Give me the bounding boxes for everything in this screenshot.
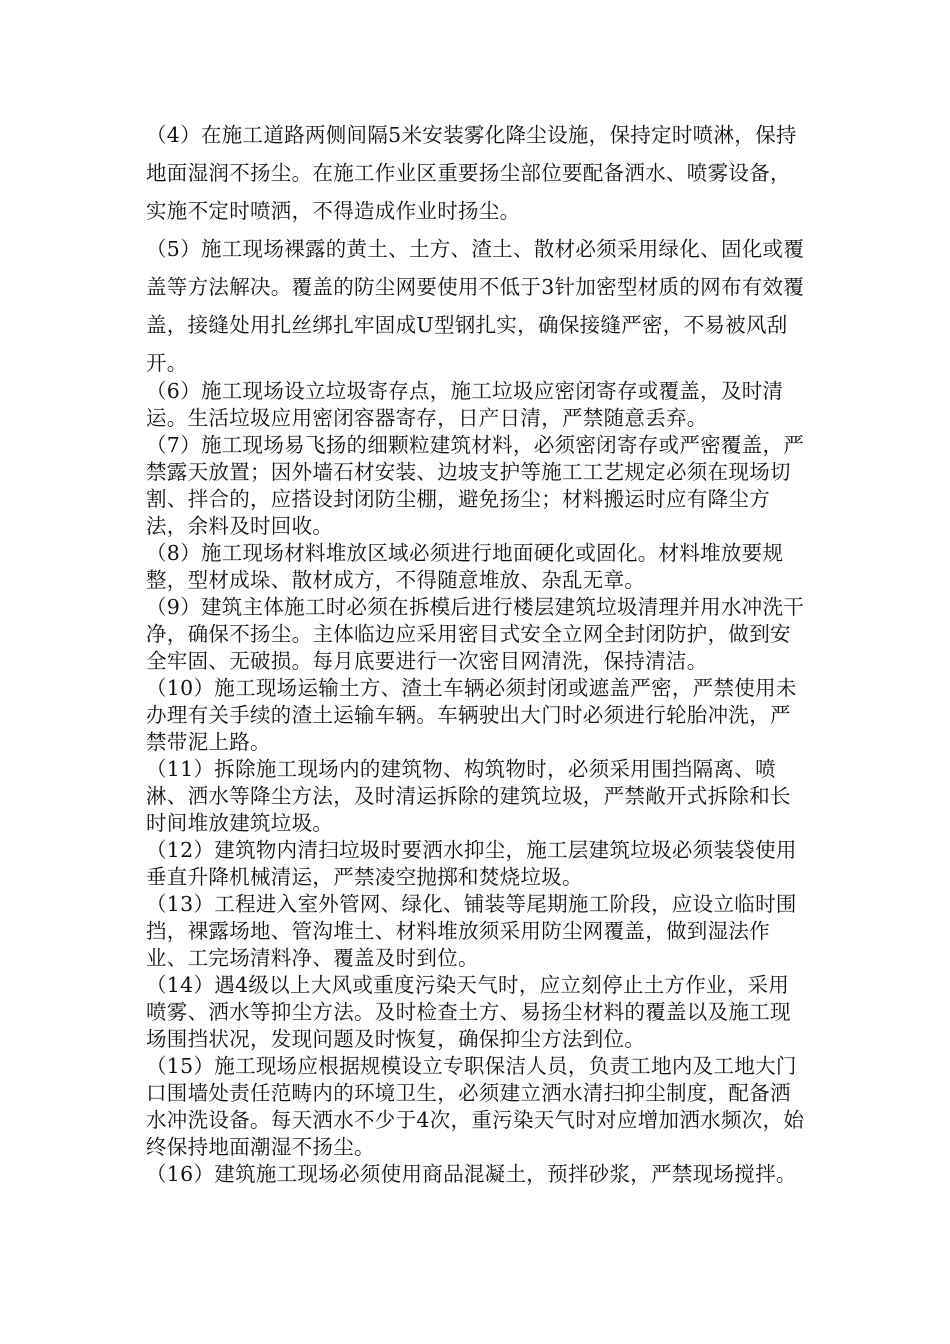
paragraph-15: （15）施工现场应根据规模设立专职保洁人员，负责工地内及工地大门口围墙处责任范畴内的环境卫生，必须建立洒水清扫抑尘制度，配备洒水冲洗设备。每天洒水不少于4次，重污染天气时对应增加洒水频次，始终保持地面潮湿不扬尘。 (146, 1054, 805, 1159)
paragraph-12: （12）建筑物内清扫垃圾时要洒水抑尘，施工层建筑垃圾必须装袋使用垂直升降机械清运，严禁凌空抛掷和焚烧垃圾。 (146, 838, 797, 889)
paragraph-5: （5）施工现场裸露的黄土、土方、渣土、散材必须采用绿化、固化或覆盖等方法解决。覆盖的防尘网要使用不低于3针加密型材质的网布有效覆盖，接缝处用扎丝绑扎牢固成U型钢扎实，确保接缝严密，不易被风刮开。 (146, 237, 805, 375)
paragraph-13: （13）工程进入室外管网、绿化、铺装等尾期施工阶段，应设立临时围挡，裸露场地、管沟堆土、材料堆放须采用防尘网覆盖，做到湿法作业、工完场清料净、覆盖及时到位。 (146, 892, 797, 970)
paragraph-14: （14）遇4级以上大风或重度污染天气时，应立刻停止土方作业，采用喷雾、洒水等抑尘方法。及时检查土方、易扬尘材料的覆盖以及施工现场围挡状况，发现问题及时恢复，确保抑尘方法到位。 (146, 973, 791, 1051)
paragraph-4: （4）在施工道路两侧间隔5米安装雾化降尘设施，保持定时喷淋，保持地面湿润不扬尘。在施工作业区重要扬尘部位要配备洒水、喷雾设备，实施不定时喷洒，不得造成作业时扬尘。 (146, 123, 797, 223)
paragraph-11: （11）拆除施工现场内的建筑物、构筑物时，必须采用围挡隔离、喷淋、洒水等降尘方法，及时清运拆除的建筑垃圾，严禁敞开式拆除和长时间堆放建筑垃圾。 (146, 757, 791, 835)
paragraph-6: （6）施工现场设立垃圾寄存点，施工垃圾应密闭寄存或覆盖，及时清运。生活垃圾应用密闭容器寄存，日产日清，严禁随意丢弃。 (146, 379, 784, 430)
paragraph-16: （16）建筑施工现场必须使用商品混凝土，预拌砂浆，严禁现场搅拌。 (146, 1162, 797, 1186)
paragraph-10: （10）施工现场运输土方、渣土车辆必须封闭或遮盖严密，严禁使用未办理有关手续的渣土运输车辆。车辆驶出大门时必须进行轮胎冲洗，严禁带泥上路。 (146, 676, 797, 754)
compact-text-block (146, 378, 810, 1188)
paragraph-7: （7）施工现场易飞扬的细颗粒建筑材料，必须密闭寄存或严密覆盖，严禁露天放置；因外墙石材安装、边坡支护等施工工艺规定必须在现场切割、拌合的，应搭设封闭防尘棚，避免扬尘；材料搬运时应有降尘方法，余料及时回收。 (146, 433, 805, 538)
paragraph-9: （9）建筑主体施工时必须在拆模后进行楼层建筑垃圾清理并用水冲洗干净，确保不扬尘。主体临边应采用密目式安全立网全封闭防护，做到安全牢固、无破损。每月底要进行一次密目网清洗，保持清洁。 (146, 595, 805, 673)
paragraph-8: （8）施工现场材料堆放区域必须进行地面硬化或固化。材料堆放要规整，型材成垛、散材成方，不得随意堆放、杂乱无章。 (146, 541, 784, 592)
spaced-text-block (146, 116, 810, 382)
